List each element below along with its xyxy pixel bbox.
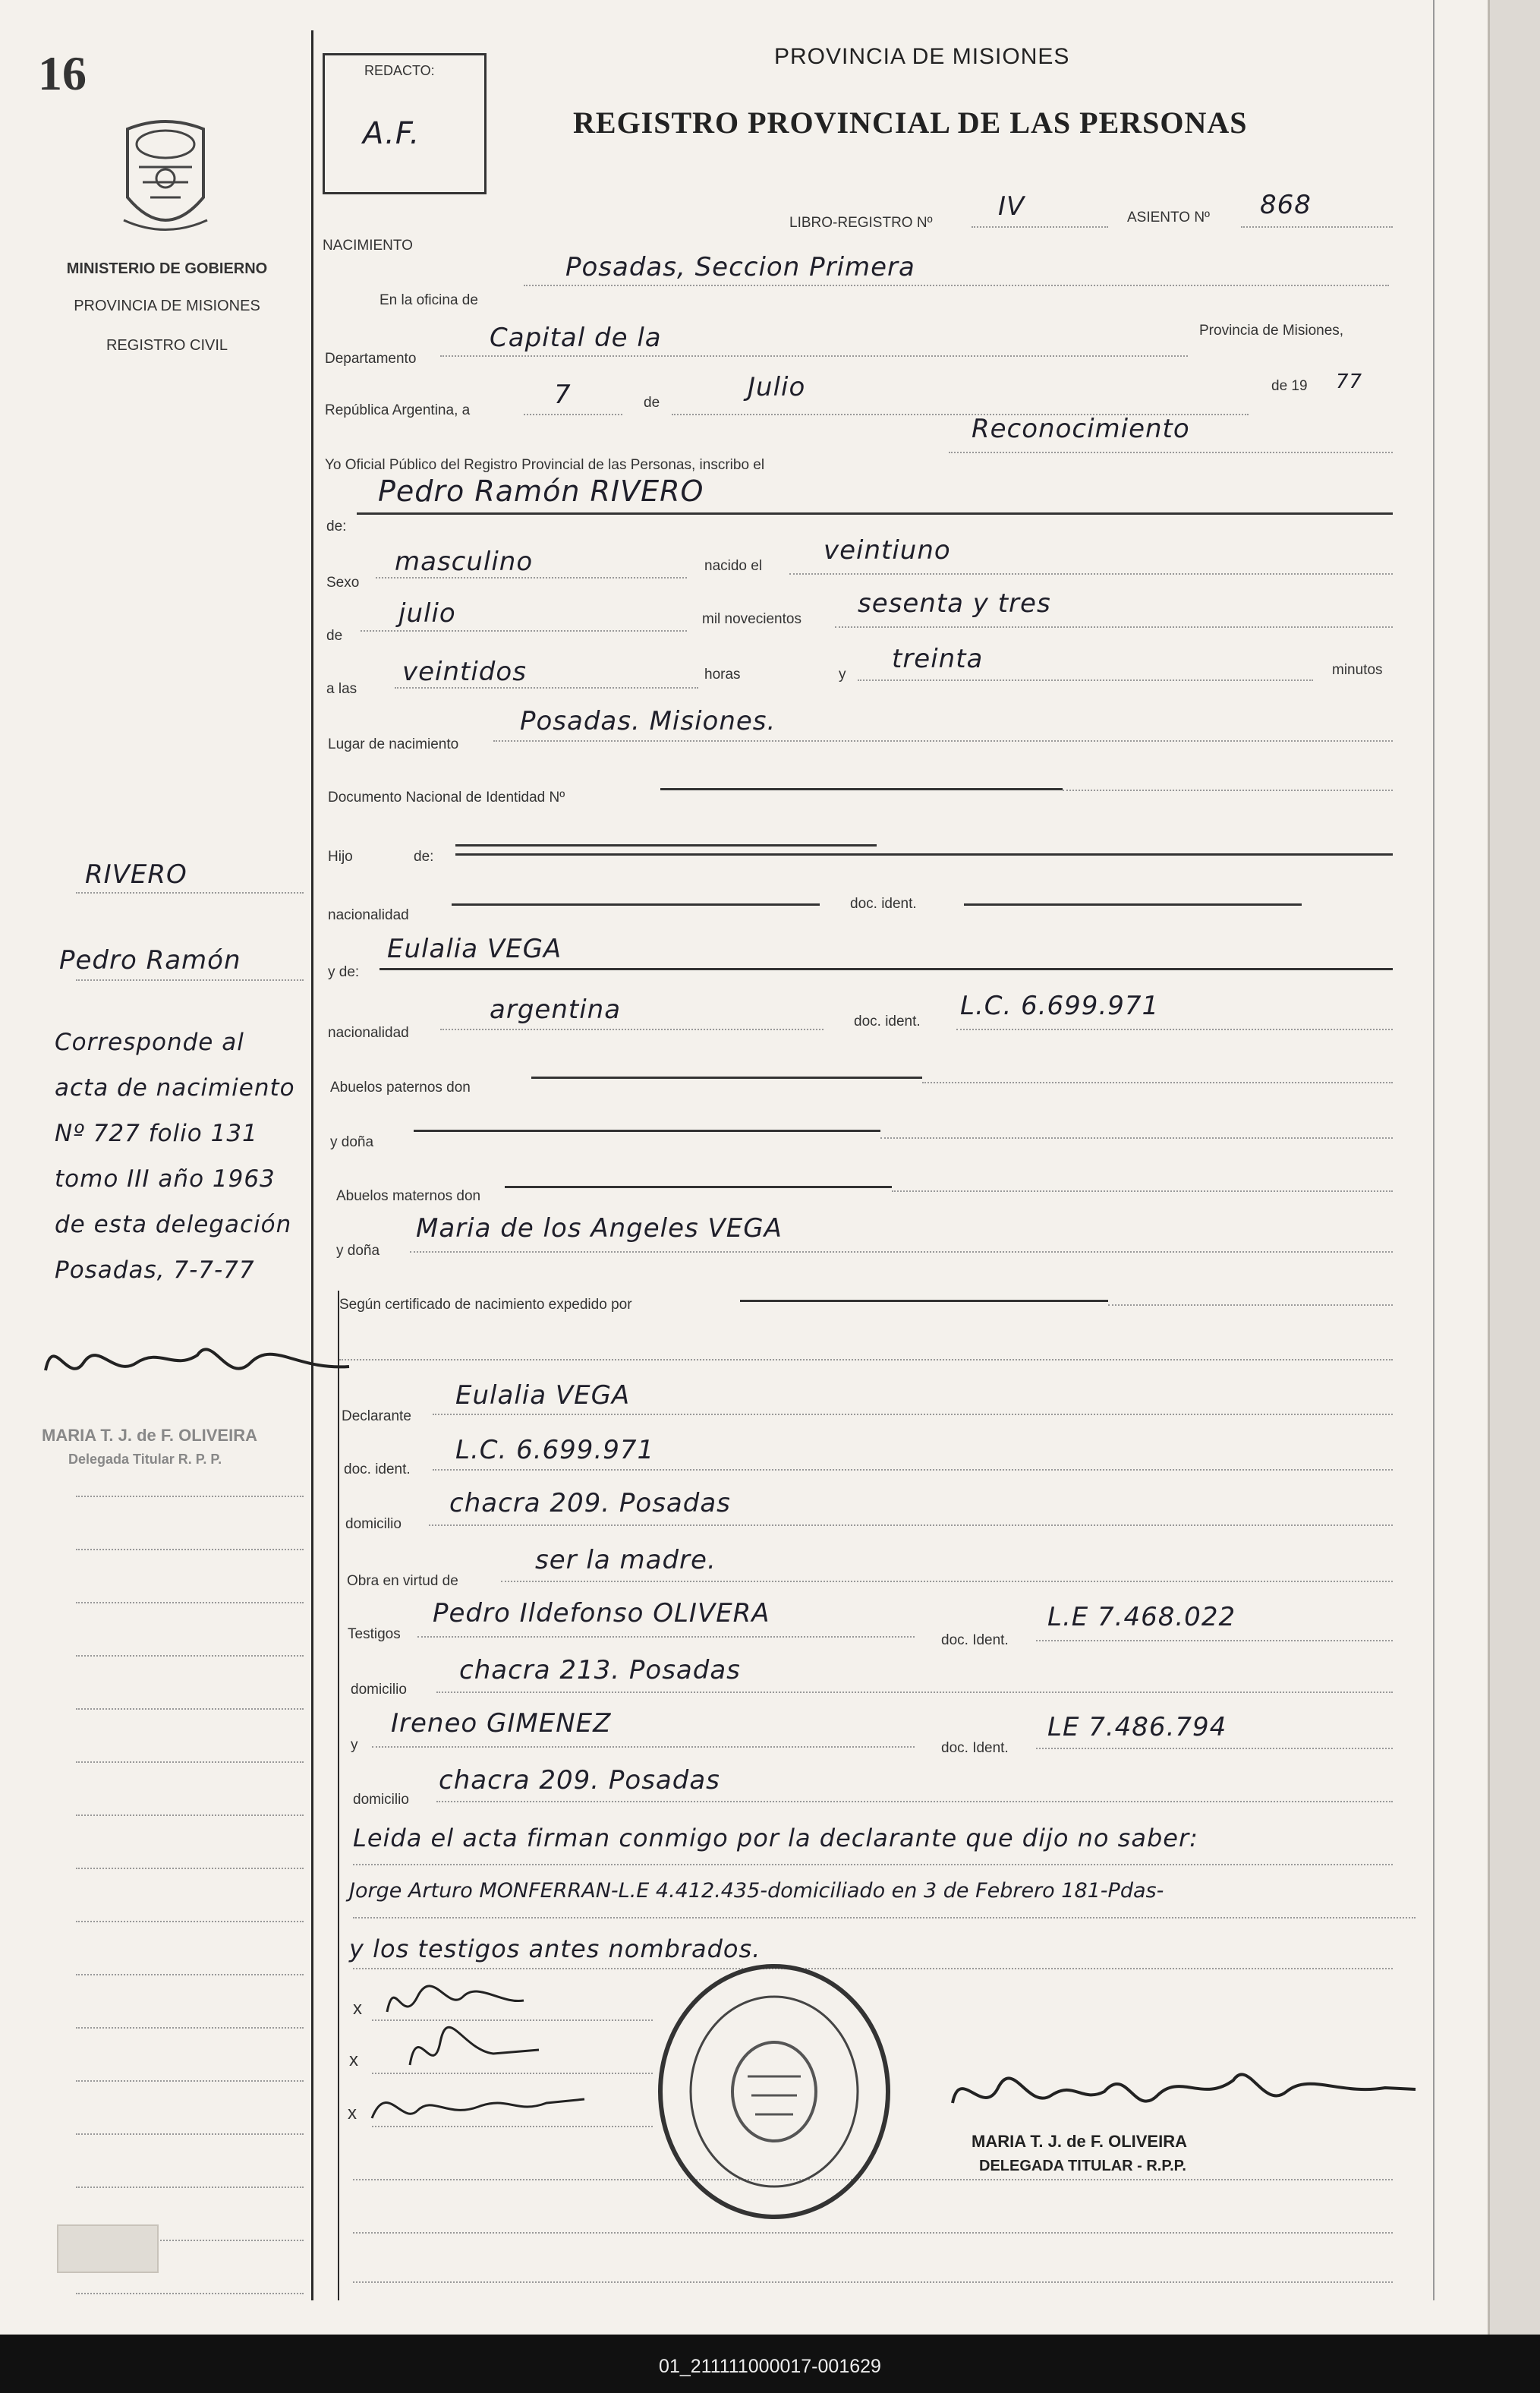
declarante-label: Declarante xyxy=(342,1408,411,1424)
closing2-line xyxy=(353,1917,1416,1918)
redacto-label: REDACTO: xyxy=(364,63,435,78)
madre-value: Eulalia VEGA xyxy=(387,934,562,964)
anio-nac-line xyxy=(835,626,1393,628)
abuelos-pat-dots xyxy=(922,1082,1393,1083)
lugar-label: Lugar de nacimiento xyxy=(328,736,459,752)
y-dona-line xyxy=(414,1130,880,1132)
abuelos-mat-line xyxy=(505,1186,892,1188)
mes-nac-line xyxy=(361,630,687,632)
nacimiento-label: NACIMIENTO xyxy=(323,238,413,254)
doc-ident3-line xyxy=(433,1469,1393,1471)
sexo-value: masculino xyxy=(395,547,534,577)
nombre-value: Pedro Ramón RIVERO xyxy=(378,475,704,508)
alas-label: a las xyxy=(326,681,357,697)
right-rule xyxy=(1433,0,1434,2300)
official-signature xyxy=(930,2050,1431,2133)
margin-note-line: Posadas, 7-7-77 xyxy=(55,1256,255,1284)
page-number: 16 xyxy=(38,46,87,100)
minutos-line xyxy=(858,679,1313,681)
doc-ident2-line xyxy=(956,1029,1393,1030)
margin-rule-line xyxy=(76,1921,304,1922)
departamento-label: Departamento xyxy=(325,351,417,367)
abuelos-mat-label: Abuelos maternos don xyxy=(336,1188,481,1204)
domicilio2-value: chacra 213. Posadas xyxy=(459,1655,741,1685)
ministry-line1: MINISTERIO DE GOBIERNO xyxy=(66,260,268,277)
dni-dots xyxy=(1063,790,1393,791)
closing1: Leida el acta firman conmigo por la declarante que dijo no saber: xyxy=(353,1824,1198,1852)
blank-line xyxy=(339,1359,1393,1360)
horas-line xyxy=(395,687,698,689)
provincia-label: Provincia de Misiones, xyxy=(1199,323,1344,339)
margin-rule-line xyxy=(76,2186,304,2188)
departamento-value: Capital de la xyxy=(490,323,662,353)
margin-line-2 xyxy=(76,979,304,981)
bottom-line-3 xyxy=(353,2281,1393,2283)
declarante-value: Eulalia VEGA xyxy=(455,1380,631,1411)
margin-nombre: Pedro Ramón xyxy=(59,945,241,976)
domicilio-label: domicilio xyxy=(345,1516,402,1532)
oficina-value: Posadas, Seccion Primera xyxy=(565,252,915,282)
lugar-value: Posadas. Misiones. xyxy=(520,706,776,736)
asiento-label: ASIENTO Nº xyxy=(1127,210,1210,225)
margin-rule-line xyxy=(76,1655,304,1657)
horas-label: horas xyxy=(704,667,741,683)
abuelos-pat-line xyxy=(531,1077,922,1079)
declarante-line xyxy=(433,1414,1393,1415)
redacto-box xyxy=(323,53,487,194)
redacto-value: A.F. xyxy=(363,116,420,151)
margin-rule-line xyxy=(76,1868,304,1869)
doc-ident2-label: doc. ident. xyxy=(854,1014,921,1029)
doc-ident3-label: doc. ident. xyxy=(344,1461,411,1477)
asiento-line xyxy=(1241,226,1393,228)
republica-label: República Argentina, a xyxy=(325,402,471,418)
margin-note-line: Corresponde al xyxy=(55,1029,244,1056)
margin-rule-line xyxy=(76,2293,304,2294)
sexo-line xyxy=(376,577,687,579)
dni-line xyxy=(660,788,1063,790)
hijo-label: Hijo xyxy=(328,849,353,865)
y-dona2-label: y doña xyxy=(336,1243,380,1259)
margin-rule-line xyxy=(76,1814,304,1816)
closing1-line xyxy=(353,1864,1393,1865)
obra-label: Obra en virtud de xyxy=(347,1573,458,1589)
madre-line xyxy=(379,968,1393,970)
lugar-line xyxy=(493,740,1393,742)
minutos-label: minutos xyxy=(1332,662,1383,678)
mes-nac-value: julio xyxy=(398,598,456,629)
margin-apellido: RIVERO xyxy=(85,859,187,890)
signature-title: DELEGADA TITULAR - R.P.P. xyxy=(979,2158,1186,2174)
doc-ident2-value: L.C. 6.699.971 xyxy=(960,991,1160,1021)
domicilio3-line xyxy=(436,1801,1393,1802)
domicilio-value: chacra 209. Posadas xyxy=(449,1488,731,1518)
domicilio2-line xyxy=(436,1691,1393,1693)
libro-label: LIBRO-REGISTRO Nº xyxy=(789,215,933,231)
yo-label: Yo Oficial Público del Registro Provincial de las Personas, inscribo el xyxy=(325,457,765,473)
margin-rule-line xyxy=(76,1602,304,1603)
domicilio3-label: domicilio xyxy=(353,1792,409,1808)
abuela-mat-value: Maria de los Angeles VEGA xyxy=(416,1213,783,1244)
doc-ident3-value: L.C. 6.699.971 xyxy=(455,1435,655,1465)
margin-stamp-line2: Delegada Titular R. P. P. xyxy=(68,1452,222,1467)
obra-value: ser la madre. xyxy=(535,1545,716,1575)
doc-ident-line xyxy=(964,903,1302,906)
minutos-value: treinta xyxy=(892,644,984,674)
hijo-line xyxy=(455,844,877,847)
margin-rule-line xyxy=(76,2080,304,2082)
nacido-value: veintiuno xyxy=(824,535,951,566)
domicilio-line xyxy=(429,1524,1393,1526)
margin-rule-line xyxy=(76,1761,304,1763)
binder-clip xyxy=(57,2224,159,2273)
de3-label: de xyxy=(326,628,343,644)
nacionalidad2-line xyxy=(440,1029,824,1030)
signature-scribbles xyxy=(357,1966,660,2149)
y-de-label: y de: xyxy=(328,964,360,980)
mil-label: mil novecientos xyxy=(702,611,801,627)
horas-value: veintidos xyxy=(402,657,527,687)
margin-rule xyxy=(311,30,313,2300)
doc-ident4-label: doc. Ident. xyxy=(941,1632,1009,1648)
margin-rule-line xyxy=(76,1496,304,1497)
dia-value: 7 xyxy=(554,380,572,410)
margin-signature xyxy=(30,1325,357,1408)
segun-label: Según certificado de nacimiento expedido por xyxy=(339,1297,632,1313)
nacido-line xyxy=(789,573,1393,575)
de-label: de xyxy=(644,395,660,411)
testigo2-value: Ireneo GIMENEZ xyxy=(391,1708,612,1739)
domicilio3-value: chacra 209. Posadas xyxy=(439,1765,720,1796)
margin-line-1 xyxy=(76,892,304,894)
asiento-value: 868 xyxy=(1260,190,1312,220)
y-dona-dots xyxy=(880,1137,1393,1139)
margin-rule-line xyxy=(76,2027,304,2029)
closing2: Jorge Arturo MONFERRAN-L.E 4.412.435-domiciliado en 3 de Febrero 181-Pdas- xyxy=(349,1879,1164,1903)
obra-line xyxy=(501,1581,1393,1582)
testigo2-doc-line xyxy=(1036,1748,1393,1749)
abuela-mat-line xyxy=(410,1251,1393,1253)
x-mark-2: x xyxy=(349,2050,358,2070)
testigo1-line xyxy=(417,1636,915,1638)
nacionalidad-label: nacionalidad xyxy=(328,907,409,923)
signature-name: MARIA T. J. de F. OLIVEIRA xyxy=(972,2132,1187,2151)
testigo1-doc: L.E 7.468.022 xyxy=(1047,1602,1236,1632)
testigo1-value: Pedro Ildefonso OLIVERA xyxy=(433,1598,770,1628)
inner-rule xyxy=(338,1291,339,2300)
inscribo-value: Reconocimiento xyxy=(972,414,1190,444)
nacido-label: nacido el xyxy=(704,558,763,574)
nombre-line xyxy=(357,512,1393,515)
anio-value: 77 xyxy=(1336,370,1363,393)
next-page-edge xyxy=(1488,0,1540,2335)
margin-note-line: de esta delegación xyxy=(55,1211,292,1238)
province-title: PROVINCIA DE MISIONES xyxy=(774,44,1070,69)
margin-stamp-line1: MARIA T. J. de F. OLIVEIRA xyxy=(42,1426,257,1445)
sexo-label: Sexo xyxy=(326,575,360,591)
margin-rule-line xyxy=(76,2133,304,2135)
ministry-line3: REGISTRO CIVIL xyxy=(106,337,228,354)
file-id: 01_211111000017-001629 xyxy=(659,2356,881,2377)
domicilio2-label: domicilio xyxy=(351,1682,407,1698)
segun-line xyxy=(740,1300,1108,1302)
x-mark-3: x xyxy=(348,2103,357,2123)
y-dona-label: y doña xyxy=(330,1134,374,1150)
margin-note-line: Nº 727 folio 131 xyxy=(55,1120,258,1147)
y2-label: y xyxy=(351,1737,358,1753)
libro-value: IV xyxy=(998,191,1025,222)
registry-title: REGISTRO PROVINCIAL DE LAS PERSONAS xyxy=(573,106,1248,140)
margin-rule-line xyxy=(76,1549,304,1550)
inscribo-line xyxy=(949,452,1393,453)
anio-nac-value: sesenta y tres xyxy=(858,588,1051,619)
testigos-label: Testigos xyxy=(348,1626,401,1642)
segun-dots xyxy=(1108,1304,1393,1306)
nacionalidad-line xyxy=(452,903,820,906)
ministry-line2: PROVINCIA DE MISIONES xyxy=(74,298,260,314)
oficina-line xyxy=(524,285,1389,286)
doc-ident-label: doc. ident. xyxy=(850,896,917,912)
abuelos-mat-dots xyxy=(892,1190,1393,1192)
dni-label: Documento Nacional de Identidad Nº xyxy=(328,790,565,806)
y-label: y xyxy=(839,667,846,683)
mes-value: Julio xyxy=(748,372,806,402)
margin-note xyxy=(55,1029,295,1302)
abuelos-pat-label: Abuelos paternos don xyxy=(330,1080,471,1096)
anio-label: de 19 xyxy=(1271,378,1308,394)
dia-line xyxy=(524,414,622,415)
nacionalidad2-label: nacionalidad xyxy=(328,1025,409,1041)
doc-ident5-label: doc. Ident. xyxy=(941,1740,1009,1756)
testigo1-doc-line xyxy=(1036,1640,1393,1641)
testigo2-line xyxy=(372,1746,915,1748)
closing3: y los testigos antes nombrados. xyxy=(349,1934,761,1963)
libro-line xyxy=(972,226,1108,228)
hijo-line2 xyxy=(455,853,1393,856)
testigo2-doc: LE 7.486.794 xyxy=(1047,1712,1227,1742)
coat-of-arms-icon xyxy=(112,114,219,251)
oficina-label: En la oficina de xyxy=(379,292,478,308)
x-mark-1: x xyxy=(353,1998,362,2019)
margin-note-line: tomo III año 1963 xyxy=(55,1165,276,1193)
bottom-line-2 xyxy=(353,2232,1393,2234)
round-seal xyxy=(653,1959,896,2224)
margin-note-line: acta de nacimiento xyxy=(55,1074,295,1102)
hijo-de-label: de: xyxy=(414,849,434,865)
margin-rule-line xyxy=(76,1974,304,1975)
nacionalidad2-value: argentina xyxy=(490,995,622,1025)
departamento-line xyxy=(440,355,1188,357)
margin-rule-line xyxy=(76,1708,304,1710)
de2-label: de: xyxy=(326,519,347,534)
